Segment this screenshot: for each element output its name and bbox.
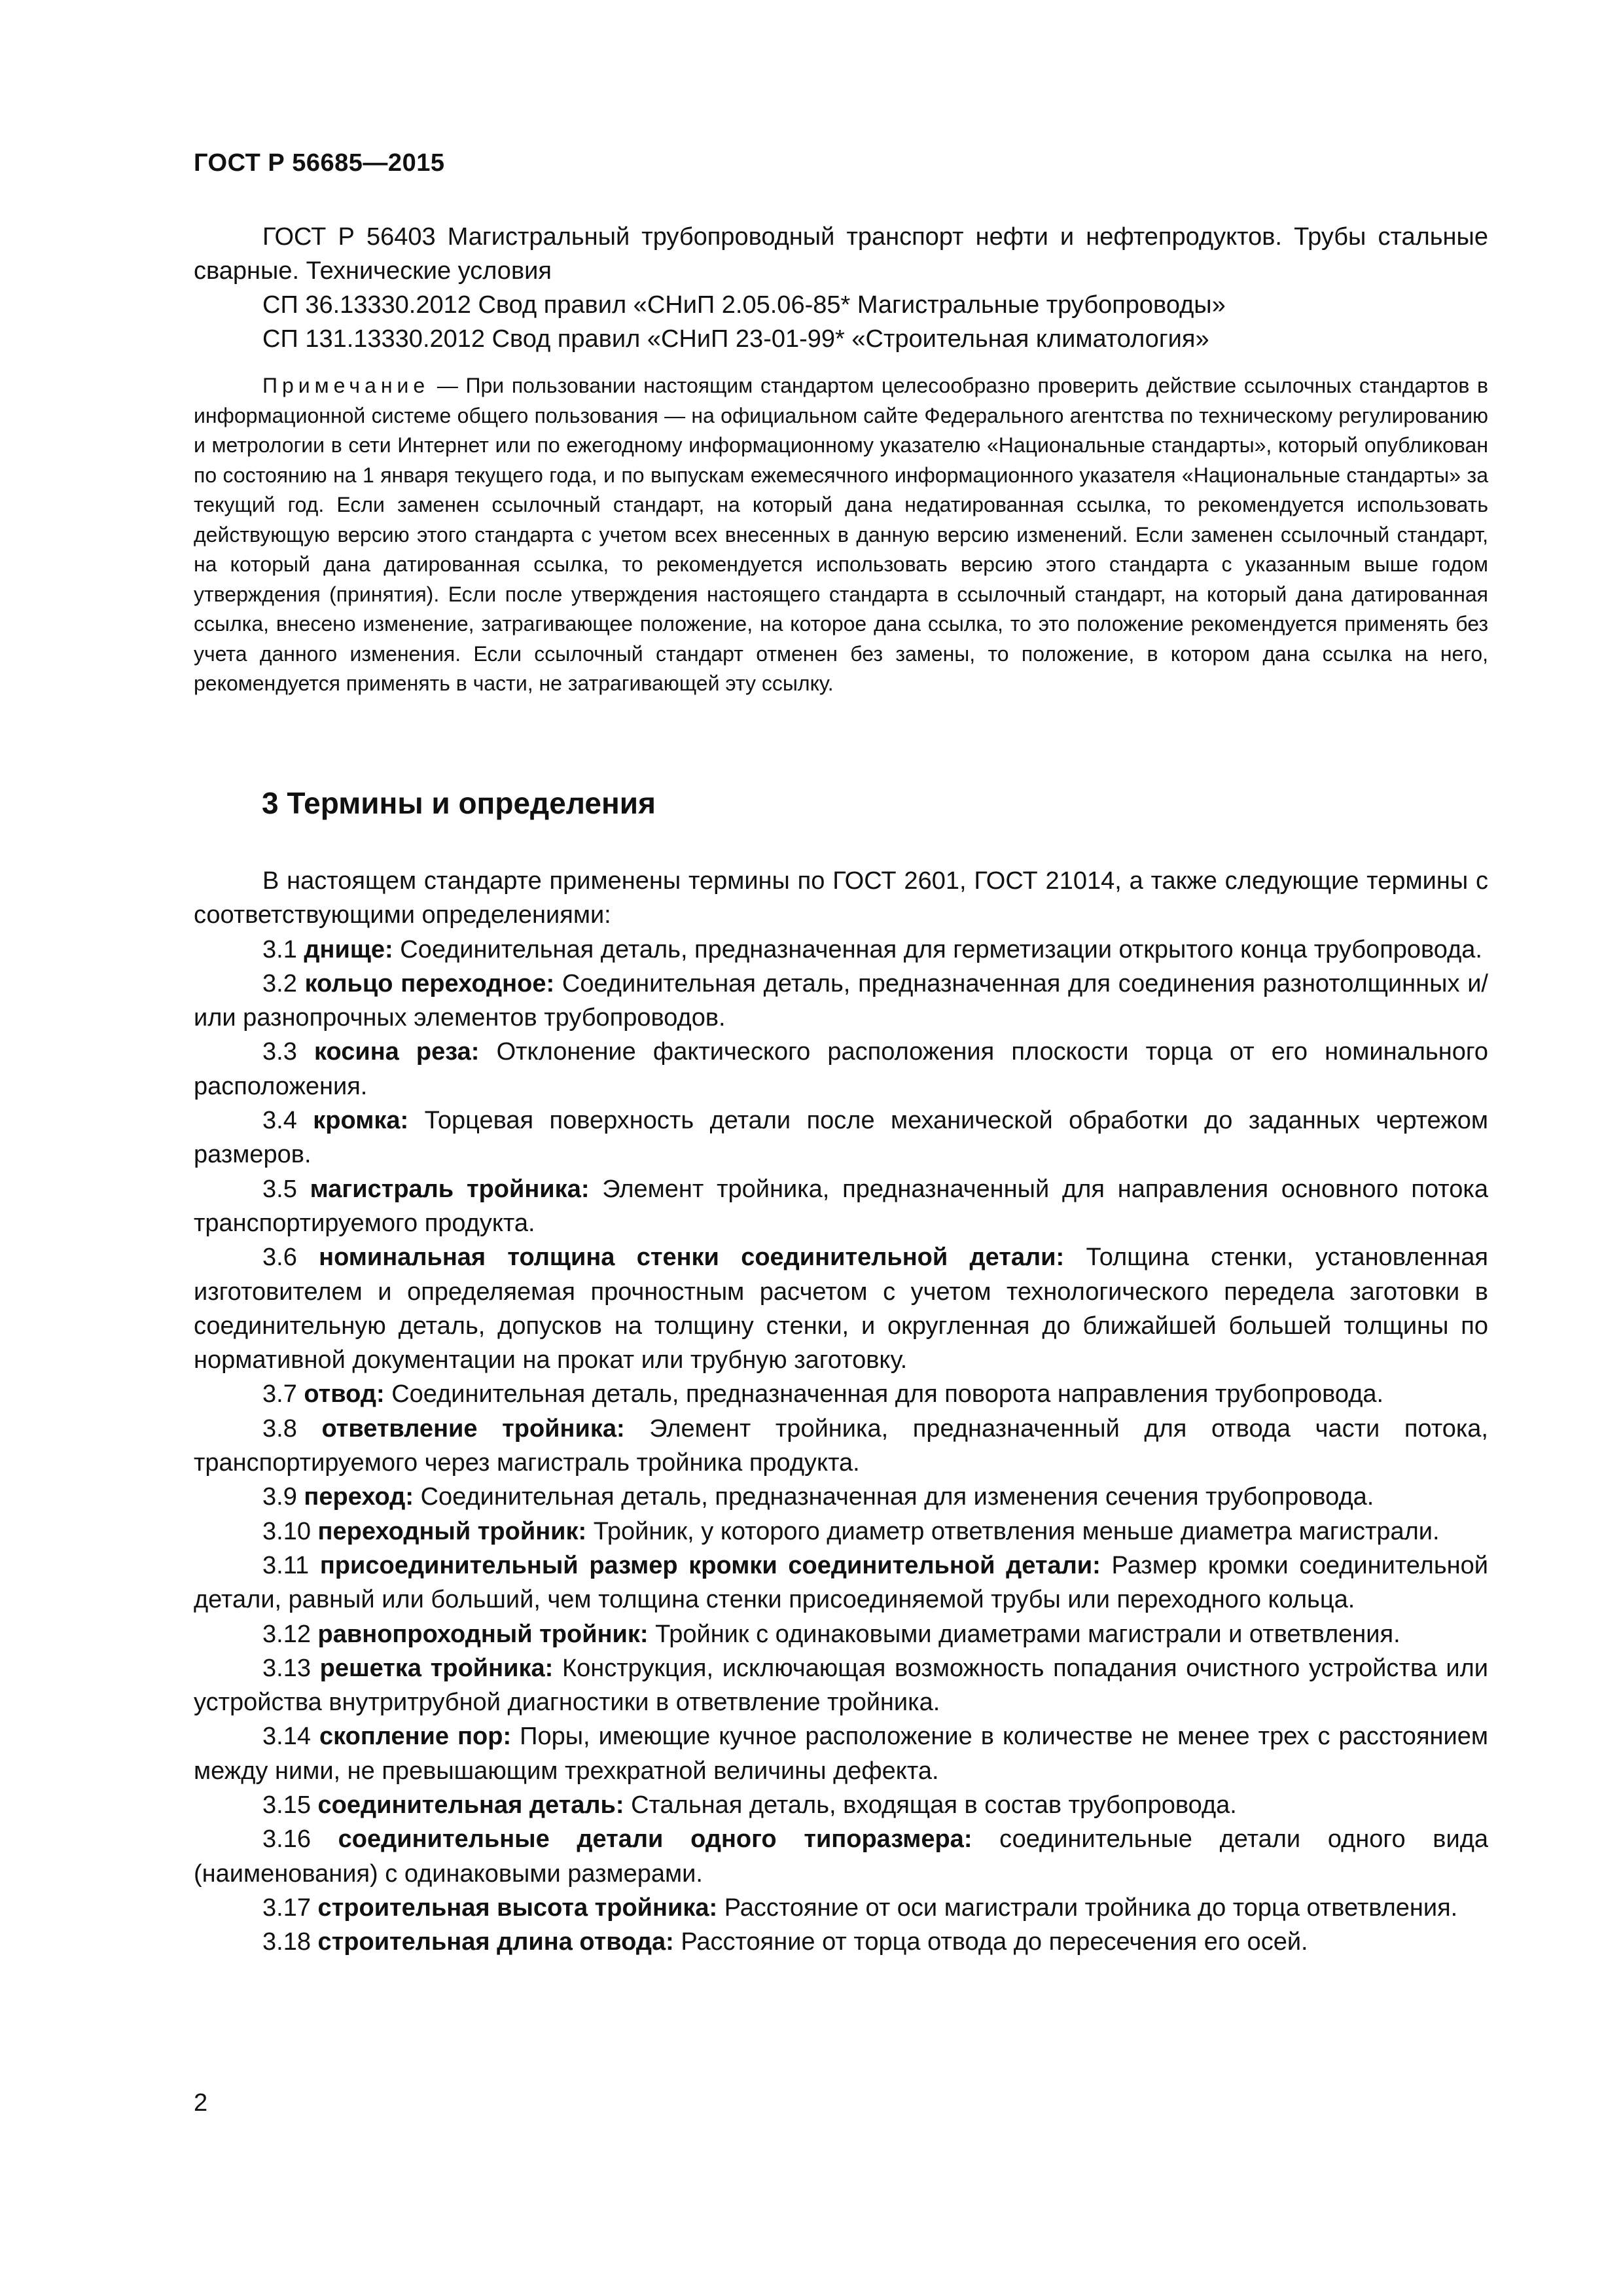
term-name: скопление пор:: [319, 1723, 512, 1751]
term-number: 3.1: [262, 935, 297, 963]
term-name: строительная длина отвода:: [317, 1928, 674, 1956]
term-definition: [194, 1515, 1488, 1549]
term-number: 3.4: [262, 1107, 297, 1135]
term-number: 3.3: [262, 1038, 297, 1066]
term-name: кольцо переходное:: [304, 969, 555, 997]
term-name: кромка:: [313, 1107, 409, 1135]
term-name: соединительная деталь:: [317, 1791, 624, 1820]
term-definition: [194, 967, 1488, 1035]
reference-item: СП 36.13330.2012 Свод правил «СНиП 2.05.06-85* Магистральные трубопроводы»: [262, 291, 1226, 319]
term-definition: [194, 1822, 1488, 1891]
term-name: равнопроходный тройник:: [317, 1620, 649, 1648]
term-number: 3.18: [262, 1928, 311, 1956]
section-body: [194, 864, 1488, 1960]
page-number: 2: [194, 2089, 208, 2117]
term-name: номинальная толщина стенки соединительной детали:: [319, 1244, 1065, 1272]
term-number: 3.5: [262, 1175, 297, 1203]
term-number: 3.12: [262, 1620, 311, 1648]
term-text: Соединительная деталь, предназначенная для герметизации открытого конца трубопровода.: [400, 935, 1482, 963]
term-text: Торцевая поверхность детали после механической обработки до заданных чертежом размеров.: [194, 1107, 1489, 1169]
term-number: 3.7: [262, 1380, 297, 1408]
term-number: 3.11: [262, 1551, 310, 1579]
note-label: Примечание: [262, 374, 430, 397]
term-name: присоединительный размер кромки соединительной детали:: [319, 1551, 1101, 1579]
term-definition: [194, 1035, 1488, 1103]
term-text: Поры, имеющие кучное расположение в количестве не менее трех с расстоянием между ними, не превышающим трехкратной величины дефекта.: [194, 1723, 1488, 1785]
term-text: Соединительная деталь, предназначенная для поворота направления трубопровода.: [391, 1380, 1384, 1408]
term-name: решетка тройника:: [319, 1654, 554, 1682]
normative-references: [194, 220, 1488, 356]
term-text: Размер кромки соединительной детали, равный или больший, чем толщина стенки присоединяемой трубы или переходного кольца.: [194, 1551, 1488, 1614]
term-name: строительная высота тройника:: [317, 1893, 718, 1922]
note-text: — При пользовании настоящим стандартом целесообразно проверить действие ссылочных стандартов в информационной системе общего пользования — на официальном сайте Федерального агентства по техническому регулированию и метрологии в сети Интернет или по ежегодному информационному указателю «Национальные стандарты», который опубликован по состоянию на 1 января текущего года, и по выпускам ежемесячного информационного указателя «Национальные стандарты» за текущий год. Если заменен ссылочный стандарт, на который дана недатированная ссылка, то рекомендуется использовать действующую версию этого стандарта с учетом всех внесенных в данную версию изменений. Если заменен ссылочный стандарт, на который дана датированная ссылка, то рекомендуется использовать версию этого стандарта с указанным выше годом утверждения (принятия). Если после утверждения настоящего стандарта в ссылочный стандарт, на который дана датированная ссылка, внесено изменение, затрагивающее положение, на которое дана ссылка, то это положение рекомендуется применять без учета данного изменения. Если ссылочный стандарт отменен без замены, то положение, в котором дана ссылка на него, рекомендуется применять в части, не затрагивающей эту ссылку.: [194, 374, 1488, 695]
term-definition: [194, 1788, 1488, 1822]
standard-header: ГОСТ Р 56685—2015: [194, 149, 445, 177]
term-text: Тройник, у которого диаметр ответвления меньше диаметра магистрали.: [593, 1517, 1440, 1545]
term-number: 3.13: [262, 1654, 311, 1682]
reference-item: СП 131.13330.2012 Свод правил «СНиП 23-01-99* «Строительная климатология»: [262, 325, 1209, 353]
note-paragraph: [194, 371, 1488, 699]
term-number: 3.15: [262, 1791, 311, 1820]
term-definition: [194, 933, 1488, 967]
term-text: Расстояние от оси магистрали тройника до торца ответвления.: [724, 1893, 1458, 1922]
term-number: 3.9: [262, 1483, 297, 1511]
term-definition: [194, 1172, 1488, 1241]
term-name: соединительные детали одного типоразмера:: [338, 1825, 972, 1854]
term-text: Элемент тройника, предназначенный для направления основного потока транспортируемого продукта.: [194, 1175, 1489, 1237]
term-number: 3.16: [262, 1825, 311, 1854]
term-name: переход:: [304, 1483, 414, 1511]
term-definition: [194, 1240, 1488, 1377]
term-definition: [194, 1480, 1488, 1514]
term-text: Конструкция, исключающая возможность попадания очистного устройства или устройства внутритрубной диагностики в ответвление тройника.: [194, 1654, 1489, 1717]
term-name: магистраль тройника:: [310, 1175, 590, 1203]
section-intro: В настоящем стандарте применены термины по ГОСТ 2601, ГОСТ 21014, а также следующие термины с соответствующими определениями:: [194, 867, 1488, 929]
term-text: Тройник с одинаковыми диаметрами магистрали и ответвления.: [655, 1620, 1400, 1648]
term-name: отвод:: [304, 1380, 385, 1408]
term-text: Отклонение фактического расположения плоскости торца от его номинального расположения.: [194, 1038, 1488, 1100]
term-text: Расстояние от торца отвода до пересечения его осей.: [681, 1928, 1308, 1956]
term-text: Элемент тройника, предназначенный для отвода части потока, транспортируемого через магистраль тройника продукта.: [194, 1414, 1488, 1477]
term-definition: [194, 1412, 1488, 1480]
term-name: косина реза:: [313, 1038, 480, 1066]
term-definition: [194, 1103, 1488, 1172]
terms-list: [194, 933, 1488, 1960]
term-name: днище:: [304, 935, 393, 963]
term-text: соединительные детали одного вида (наименования) с одинаковыми размерами.: [194, 1825, 1488, 1888]
term-definition: [194, 1617, 1488, 1651]
term-definition: [194, 1549, 1488, 1617]
term-definition: [194, 1719, 1488, 1788]
term-number: 3.14: [262, 1723, 311, 1751]
section-title: 3 Термины и определения: [262, 786, 656, 820]
term-definition: [194, 1377, 1488, 1411]
term-definition: [194, 1925, 1488, 1959]
term-number: 3.17: [262, 1893, 311, 1922]
term-text: Соединительная деталь, предназначенная для соединения разнотолщинных и/или разнопрочных элементов трубопроводов.: [194, 969, 1488, 1032]
term-number: 3.6: [262, 1244, 297, 1272]
term-number: 3.2: [262, 969, 297, 997]
term-number: 3.10: [262, 1517, 311, 1545]
term-text: Толщина стенки, установленная изготовителем и определяемая прочностным расчетом с учетом технологического передела заготовки в соединительную деталь, допусков на толщину стенки, и округленная до ближайшей большей толщины по нормативной документации на прокат или трубную заготовку.: [194, 1244, 1488, 1374]
term-name: переходный тройник:: [317, 1517, 587, 1545]
term-name: ответвление тройника:: [321, 1414, 625, 1443]
term-text: Стальная деталь, входящая в состав трубопровода.: [631, 1791, 1237, 1820]
term-text: Соединительная деталь, предназначенная для изменения сечения трубопровода.: [420, 1483, 1374, 1511]
reference-item: ГОСТ Р 56403 Магистральный трубопроводный транспорт нефти и нефтепродуктов. Трубы стальные сварные. Технические условия: [194, 223, 1488, 285]
term-definition: [194, 1651, 1488, 1720]
term-number: 3.8: [262, 1414, 297, 1443]
term-definition: [194, 1891, 1488, 1925]
